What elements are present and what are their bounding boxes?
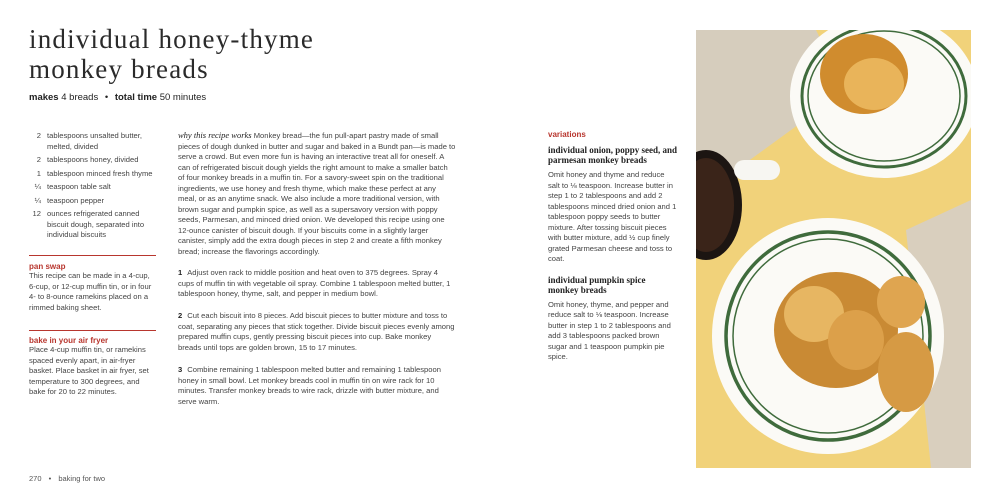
recipe-meta <box>29 92 206 103</box>
time-label: total time <box>114 92 158 103</box>
ingredient-item <box>29 131 161 152</box>
page-number: 270 <box>29 474 42 483</box>
air-fryer-body: Place 4-cup muffin tin, or ramekins spaced evenly apart, in air-fryer basket. Place basket in air fryer, set temperature to 300 degrees, and bake for 20 to 22 minutes. <box>29 345 149 396</box>
time-value: 50 minutes <box>159 92 207 103</box>
footer-separator: • <box>48 474 52 483</box>
pan-swap-box <box>29 262 156 313</box>
ingredient-text: tablespoons honey, divided <box>47 155 139 164</box>
ingredient-item <box>29 155 161 166</box>
ingredient-text: teaspoon table salt <box>47 182 111 191</box>
variations-column <box>548 130 678 373</box>
intro-lead: why this recipe works <box>178 130 252 140</box>
pan-swap-heading: pan swap <box>29 262 66 271</box>
ingredient-text: ounces refrigerated canned biscuit dough, separated into individual biscuits <box>47 209 145 239</box>
makes-label: makes <box>29 92 59 103</box>
air-fryer-box <box>29 336 156 398</box>
method-step <box>178 365 456 407</box>
ingredient-qty: 12 <box>32 209 41 218</box>
variations-label: variations <box>548 130 586 139</box>
ingredient-item <box>29 196 161 207</box>
ingredient-item <box>29 182 161 193</box>
ingredient-item <box>29 169 161 180</box>
ingredient-qty: 1 <box>36 168 41 178</box>
book-title: baking for two <box>58 474 106 483</box>
makes-value: 4 breads <box>61 92 99 103</box>
recipe-photo <box>696 30 971 468</box>
ingredient-text: teaspoon pepper <box>47 195 105 205</box>
ingredient-text: tablespoon minced fresh thyme <box>47 168 153 178</box>
variation-title: individual onion, poppy seed, and parmesan monkey breads <box>548 145 678 165</box>
monkey-bread-photo <box>696 30 971 468</box>
variation-body: Omit honey and thyme and reduce salt to ⅛ teaspoon. Increase butter in step 1 to 2 tablespoons and add 2 tablespoons minced dried onion and 1 tablespoon poppy seeds to butter mixture. After tossing biscuit pieces with butter mixture, add ½ cup finely grated Parmesan cheese and toss to coat. <box>548 170 677 263</box>
ingredient-qty: ¼ <box>34 182 41 191</box>
ingredient-item <box>29 209 161 241</box>
ingredient-qty: 2 <box>36 155 41 164</box>
step-number: 1 <box>178 268 183 277</box>
ingredient-text: tablespoons unsalted butter, melted, divided <box>47 131 142 151</box>
variation-body: Omit honey, thyme, and pepper and reduce salt to ⅛ teaspoon. Increase butter in step 1 to 2 tablespoons and add 3 tablespoons packed brown sugar and 1 teaspoon pumpkin pie spice. <box>548 299 671 361</box>
step-number: 3 <box>178 365 183 374</box>
page-footer <box>29 474 105 483</box>
method-step <box>178 268 456 300</box>
intro-body: Monkey bread—the fun pull-apart pastry made of small pieces of dough dunked in butter and sugar and baked in a Bundt pan—is made to serve a crowd. But even more fun is having an interactive treat all for oneself. A can of refrigerated biscuit dough yields the right amount to make a smaller batch of four monkey breads in a muffin tin. For a savory-sweet spin on the traditional ingredients, we use honey and fresh thyme, which make these perfect at any meal, or as an anytime snack. We also include a more traditional version, with brown sugar and pumpkin spice, as well as a supersavory version with poppy seeds, Parmesan, and minced dried onion. We developed this recipe using one 12-ounce canister of biscuit dough. If your biscuits come in a slightly larger canister, simply add the extra dough pieces in step 2 and create a fifth monkey bread; increase the flavorings accordingly. <box>178 131 456 256</box>
variation-title: individual pumpkin spice monkey breads <box>548 274 646 295</box>
pan-swap-body: This recipe can be made in a 4-cup, 6-cup, or 12-cup muffin tin, or in four 4- to 8-ounce ramekins placed on a rimmed baking sheet. <box>29 271 152 312</box>
why-this-recipe-works <box>178 130 456 257</box>
step-text: Combine remaining 1 tablespoon melted butter and remaining 1 tablespoon honey in small bowl. Let monkey breads cool in muffin tin on wire rack for 10 minutes. Transfer monkey breads to wire rack, drizzle with butter mixture, and serve warm. <box>178 365 441 406</box>
method-step <box>178 311 456 353</box>
step-number: 2 <box>178 311 183 320</box>
air-fryer-rule <box>29 330 156 331</box>
step-text: Cut each biscuit into 8 pieces. Add biscuit pieces to butter mixture and toss to coat, separating any pieces that stick together. Divide biscuit pieces evenly among prepared muffin cups, gently pressing biscuit pieces into cup. Bake monkey breads until tops are golden brown, 15 to 17 minutes. <box>178 311 455 352</box>
air-fryer-heading: bake in your air fryer <box>29 336 109 345</box>
pan-swap-rule <box>29 255 156 256</box>
recipe-title <box>29 24 549 84</box>
ingredient-qty: ¼ <box>34 195 41 205</box>
ingredient-list <box>29 131 161 244</box>
ingredient-qty: 2 <box>36 131 41 140</box>
recipe-title-line2: monkey breads <box>29 54 209 84</box>
recipe-title-line1: individual honey-thyme <box>29 24 315 54</box>
meta-separator: • <box>104 92 109 103</box>
step-text: Adjust oven rack to middle position and heat oven to 375 degrees. Spray 4 cups of muffin tin with vegetable oil spray. Combine 1 tablespoon melted butter, 1 tablespoon honey, thyme, salt, and pepper in medium bowl. <box>178 268 451 298</box>
